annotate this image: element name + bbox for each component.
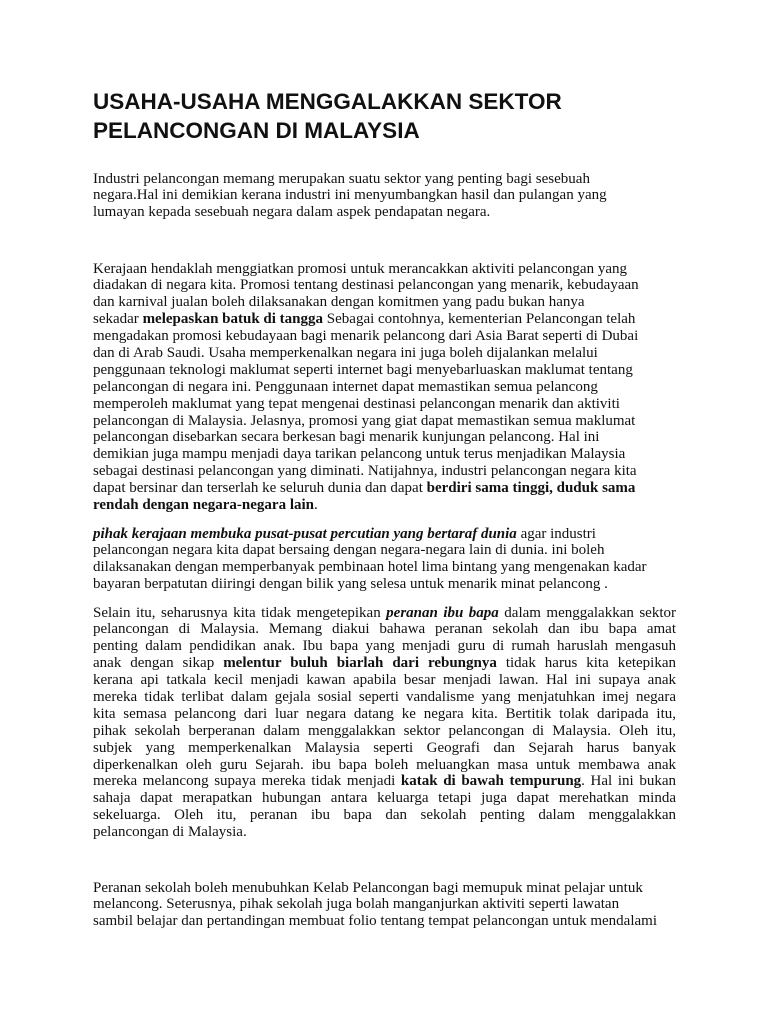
text-line	[93, 497, 678, 514]
text-line	[93, 655, 676, 672]
bold-phrase: katak di bawah tempurung	[400, 773, 582, 790]
text-line: melancong. Seterusnya, pihak sekolah juga bolah manganjurkan aktiviti seperti lawatan	[93, 896, 620, 913]
text-run: dapat bersinar dan terserlah ke seluruh dunia dan dapat	[93, 480, 427, 497]
text-run: agar industri	[516, 525, 596, 542]
text-run: Sebagai contohnya, kementerian Pelancongan telah	[323, 311, 636, 328]
text-line: kerana api tatkala kecil menjadi kawan apabila besar menjadi lawan. Hal ini supaya anak	[93, 672, 676, 689]
text-run: . Hal ini bukan	[581, 773, 676, 790]
text-line	[93, 480, 678, 497]
text-line: pihak sekolah berperanan dalam menggalakkan sektor pelancongan di Malaysia. Oleh itu,	[93, 722, 676, 739]
bold-phrase: melentur buluh biarlah dari rebungnya	[223, 655, 497, 672]
text-line: dan karnival jualan boleh dilaksanakan dengan komitmen yang padu bukan hanya	[93, 294, 585, 311]
text-line: pelancongan disebarkan secara berkesan bagi menarik kunjungan pelancong. Hal ini	[93, 429, 600, 446]
text-line: diperkenalkan oleh guru Sejarah. ibu bapa boleh meluangkan masa untuk membawa anak	[93, 756, 676, 773]
text-line: pelancongan di Malaysia.	[93, 824, 247, 841]
text-line: dilaksanakan dengan memperbanyak pembinaan hotel lima bintang yang mengenakan kadar	[93, 559, 647, 576]
text-line: demikian juga mampu menjadi daya tarikan pelancong untuk terus menjadikan Malaysia	[93, 446, 626, 463]
text-line: pelancongan di Malaysia. Memang diakui bahawa peranan sekolah dan ibu bapa amat	[93, 621, 676, 638]
text-line: Peranan sekolah boleh menubuhkan Kelab Pelancongan bagi memupuk minat pelajar untuk	[93, 879, 643, 896]
paragraph-school-role	[93, 880, 678, 931]
text-line	[93, 526, 678, 543]
bold-phrase: rendah dengan negara-negara lain	[93, 496, 314, 513]
document-title	[93, 87, 562, 145]
text-run: anak dengan sikap	[93, 655, 224, 672]
paragraph-introduction	[93, 171, 678, 222]
title-line: USAHA-USAHA MENGGALAKKAN SEKTOR	[93, 88, 562, 114]
text-line: pelancongan di negara ini. Penggunaan internet dapat memastikan semua pelancong	[93, 378, 598, 395]
bold-italic-phrase: pihak kerajaan membuka pusat-pusat percutian yang bertaraf dunia	[93, 525, 517, 542]
text-line: sahaja dapat merapatkan hubungan antara keluarga tetapi juga dapat merehatkan minda	[93, 790, 676, 807]
text-line	[93, 311, 678, 328]
text-line: diadakan di negara kita. Promosi tentang destinasi pelancongan yang menarik, kebudayaan	[93, 277, 639, 294]
text-line: negara.Hal ini demikian kerana industri ini menyumbangkan hasil dan pulangan yang	[93, 187, 607, 204]
text-line: penggunaan teknologi maklumat seperti internet bagi menyebarluaskan maklumat tentang	[93, 361, 633, 378]
text-run: Selain itu, seharusnya kita tidak mengetepikan	[93, 604, 387, 621]
text-run: .	[314, 496, 318, 513]
text-line	[93, 773, 676, 790]
paragraph-parents-role	[93, 605, 678, 841]
text-line: penting dalam pendidikan anak. Ibu bapa yang menjadi guru di rumah haruslah mengasuh	[93, 638, 676, 655]
text-run: sekadar	[93, 311, 143, 328]
text-line: Kerajaan hendaklah menggiatkan promosi untuk merancakkan aktiviti pelancongan yang	[93, 260, 627, 277]
text-line: mengadakan promosi kebudayaan bagi menarik pelancong dari Asia Barat seperti di Dubai	[93, 328, 639, 345]
text-line: lumayan kepada sesebuah negara dalam aspek pendapatan negara.	[93, 204, 491, 221]
text-line: kita semasa pelancong dari luar negara datang ke negara kita. Bertitik tolak daripada itu,	[93, 705, 676, 722]
bold-phrase: melepaskan batuk di tangga	[142, 311, 324, 328]
text-run: mereka melancong supaya mereka tidak menjadi	[93, 773, 401, 790]
text-line: pelancongan di Malaysia. Jelasnya, promosi yang giat dapat memastikan semua maklumat	[93, 412, 636, 429]
text-line: bayaran berpatutan diiringi dengan bilik yang selesa untuk menarik minat pelancong .	[93, 576, 608, 593]
text-line: subjek yang memperkenalkan Malaysia seperti Geografi dan Sejarah harus banyak	[93, 739, 676, 756]
paragraph-world-class-resorts	[93, 526, 678, 594]
text-line: sekeluarga. Oleh itu, peranan ibu bapa dan sekolah penting dalam menggalakkan	[93, 807, 676, 824]
text-line: dan di Arab Saudi. Usaha memperkenalkan negara ini juga boleh dijalankan melalui	[93, 344, 598, 361]
text-line	[93, 605, 676, 622]
text-line: sebagai destinasi pelancongan yang diminati. Natijahnya, industri pelancongan negara kita	[93, 463, 637, 480]
text-line: pelancongan negara kita dapat bersaing dengan negara-negara lain di dunia. ini boleh	[93, 542, 605, 559]
title-line: PELANCONGAN DI MALAYSIA	[93, 117, 420, 143]
text-run: dalam menggalakkan sektor	[498, 604, 676, 621]
paragraph-government-promotion	[93, 261, 678, 514]
text-line: mereka tidak terlibat dalam gejala sosial seperti vandalisme yang menjatuhkan imej negara	[93, 688, 676, 705]
bold-italic-phrase: peranan ibu bapa	[386, 604, 499, 621]
text-line: sambil belajar dan pertandingan membuat folio tentang tempat pelancongan untuk mendalami	[93, 913, 657, 930]
text-run: tidak harus kita ketepikan	[496, 655, 676, 672]
text-line: Industri pelancongan memang merupakan suatu sektor yang penting bagi sesebuah	[93, 170, 590, 187]
text-line: memperoleh maklumat yang tepat mengenai destinasi pelancongan menarik dan aktiviti	[93, 395, 620, 412]
bold-phrase: berdiri sama tinggi, duduk sama	[426, 480, 636, 497]
